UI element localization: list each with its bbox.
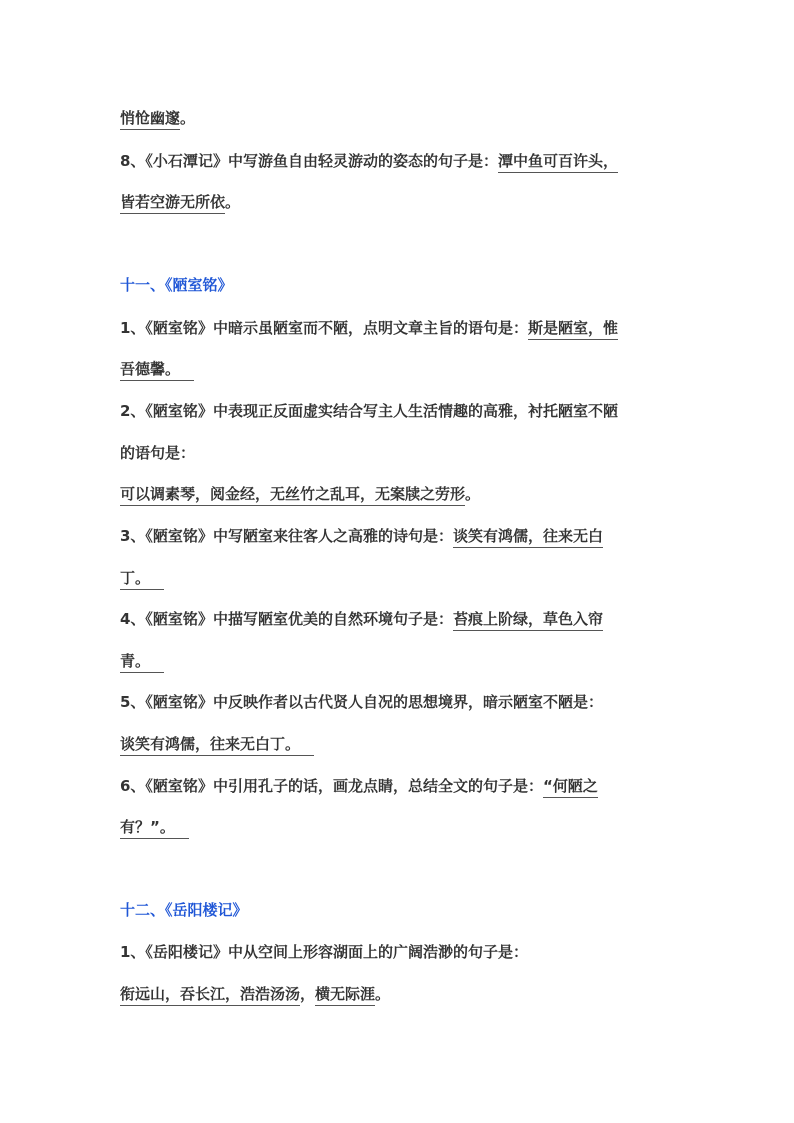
s11-question-6 <box>120 775 680 797</box>
s12-question-1-answer <box>120 983 680 1005</box>
punctuation: 。 <box>225 193 241 211</box>
section-12-heading: 十二、《岳阳楼记》 <box>120 901 248 919</box>
question-8 <box>120 150 680 172</box>
question-prompt: 5、《陋室铭》中反映作者以古代贤人自况的思想境界，暗示陋室不陋是： <box>120 693 603 711</box>
question-prompt: 2、《陋室铭》中表现正反面虚实结合写主人生活情趣的高雅，衬托陋室不陋 <box>120 402 618 420</box>
answer-underline <box>120 818 189 839</box>
answer-underline <box>120 652 164 673</box>
s12-question-1 <box>120 941 680 963</box>
s11-question-4-cont <box>120 650 680 672</box>
s11-question-3-cont <box>120 567 680 589</box>
answer-text: 吾德馨。 <box>120 360 181 378</box>
s11-question-1 <box>120 317 680 339</box>
answer-underline: 衔远山，吞长江，浩浩汤汤 <box>120 985 300 1006</box>
s11-question-4 <box>120 608 680 630</box>
s11-question-2-answer <box>120 483 680 505</box>
s11-question-5 <box>120 691 680 713</box>
question-prompt: 1、《岳阳楼记》中从空间上形容湖面上的广阔浩渺的句子是： <box>120 943 528 961</box>
punctuation: 。 <box>375 985 391 1003</box>
answer-underline: 悄怆幽邃 <box>120 109 180 130</box>
question-prompt: 3、《陋室铭》中写陋室来往客人之高雅的诗句是： <box>120 527 453 545</box>
question-prompt: 的语句是： <box>120 444 196 462</box>
question-8-cont <box>120 191 680 213</box>
punctuation: 。 <box>180 109 196 127</box>
continuation-line <box>120 107 680 129</box>
s11-question-1-cont <box>120 358 680 380</box>
answer-underline: 斯是陋室，惟 <box>528 319 618 340</box>
answer-text: 丁。 <box>120 569 151 587</box>
answer-text: 青。 <box>120 652 151 670</box>
answer-underline: 苔痕上阶绿，草色入帘 <box>453 610 603 631</box>
answer-underline: 皆若空游无所依 <box>120 193 225 214</box>
section-11-heading: 十一、《陋室铭》 <box>120 276 233 294</box>
answer-underline <box>120 569 164 590</box>
answer-underline: 潭中鱼可百许头， <box>498 152 618 173</box>
s11-question-6-cont <box>120 816 680 838</box>
s11-question-2 <box>120 400 680 422</box>
answer-text: 有？”。 <box>120 818 175 836</box>
answer-underline: 横无际涯 <box>315 985 375 1006</box>
answer-underline <box>120 360 194 381</box>
punctuation: ， <box>300 985 316 1003</box>
punctuation: 。 <box>465 485 481 503</box>
s11-question-2-cont <box>120 442 680 464</box>
answer-underline: “何陋之 <box>543 777 598 798</box>
answer-underline <box>120 735 314 756</box>
s11-question-5-answer <box>120 733 680 755</box>
answer-underline: 谈笑有鸿儒，往来无白 <box>453 527 603 548</box>
answer-text: 谈笑有鸿儒，往来无白丁。 <box>120 735 301 753</box>
question-prompt: 1、《陋室铭》中暗示虽陋室而不陋，点明文章主旨的语句是： <box>120 319 528 337</box>
question-prompt: 4、《陋室铭》中描写陋室优美的自然环境句子是： <box>120 610 453 628</box>
question-prompt: 6、《陋室铭》中引用孔子的话，画龙点睛，总结全文的句子是： <box>120 777 543 795</box>
s11-question-3 <box>120 525 680 547</box>
question-prompt: 8、《小石潭记》中写游鱼自由轻灵游动的姿态的句子是： <box>120 152 498 170</box>
answer-underline: 可以调素琴，阅金经，无丝竹之乱耳，无案牍之劳形 <box>120 485 465 506</box>
